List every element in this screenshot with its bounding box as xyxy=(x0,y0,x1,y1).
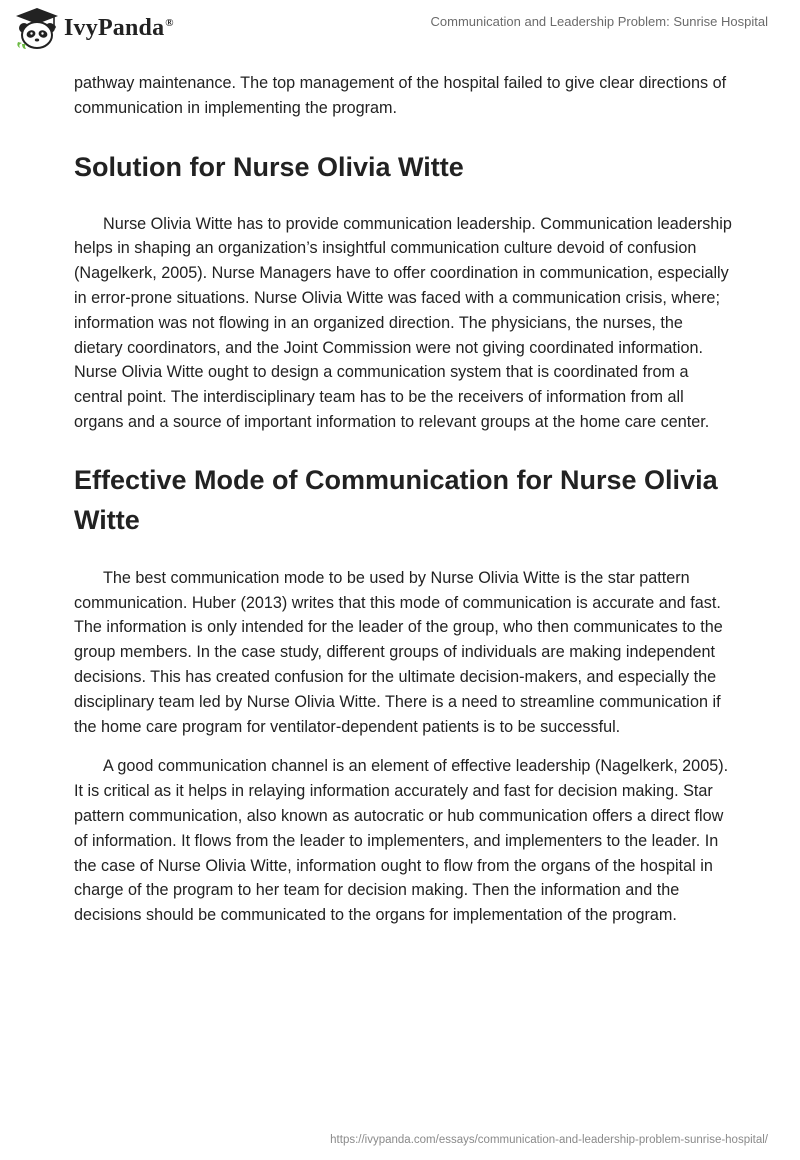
panda-graduate-icon xyxy=(14,6,60,50)
section-heading-effective-mode: Effective Mode of Communication for Nurse Olivia Witte xyxy=(74,464,718,535)
section-paragraph-effective-mode-2: A good communication channel is an element of effective leadership (Nagelkerk, 2005). It is critical as it helps in relaying information accurately and fast for decision making. Star pattern communication, also known as autocratic or hub communication offers a direct flow of information. It flows from the leader to implementers, and implementers to the leader. In the case of Nurse Olivia Witte, information ought to flow from the organs of the hospital in charge of the program to her team for decision making. Then the information and the decisions should be communicated to the organs for implementation of the program. xyxy=(74,757,729,925)
section-paragraph-effective-mode-1: The best communication mode to be used by Nurse Olivia Witte is the star pattern communication. Huber (2013) writes that this mode of communication is accurate and fast. The information is only intended for the leader of the group, who then communicates to the group members. In the case study, different groups of individuals are making independent decisions. This has created confusion for the ultimate decision-makers, and especially the disciplinary team led by Nurse Olivia Witte. There is a need to streamline communication if the home care program for ventilator-dependent patients is to be successful. xyxy=(74,568,723,736)
page-header xyxy=(0,0,800,56)
footer-url[interactable]: https://ivypanda.com/essays/communication-and-leadership-problem-sunrise-hospital/ xyxy=(330,1134,768,1146)
section-heading-solution: Solution for Nurse Olivia Witte xyxy=(74,151,464,182)
intro-paragraph: pathway maintenance. The top management of the hospital failed to give clear directions of communication in implementing the program. xyxy=(74,74,727,117)
section-paragraph-solution: Nurse Olivia Witte has to provide communication leadership. Communication leadership helps in shaping an organization’s insightful communication culture devoid of confusion (Nagelkerk, 2005). Nurse Managers have to offer coordination in communication, especially in error-prone situations. Nurse Olivia Witte was faced with a communication crisis, where; information was not flowing in an organized direction. The physicians, the nurses, the dietary coordinators, and the Joint Commission were not giving coordinated information. Nurse Olivia Witte ought to design a communication system that is coordinated from a central point. The interdisciplinary team has to be the receivers of information from all organs and a source of important information to relevant groups at the home care center. xyxy=(74,214,732,431)
document-title: Communication and Leadership Problem: Sunrise Hospital xyxy=(430,14,768,29)
brand-name: IvyPanda® xyxy=(64,14,174,41)
essay-content xyxy=(74,71,734,928)
registered-mark: ® xyxy=(165,16,174,29)
ivypanda-logo[interactable] xyxy=(14,6,174,50)
